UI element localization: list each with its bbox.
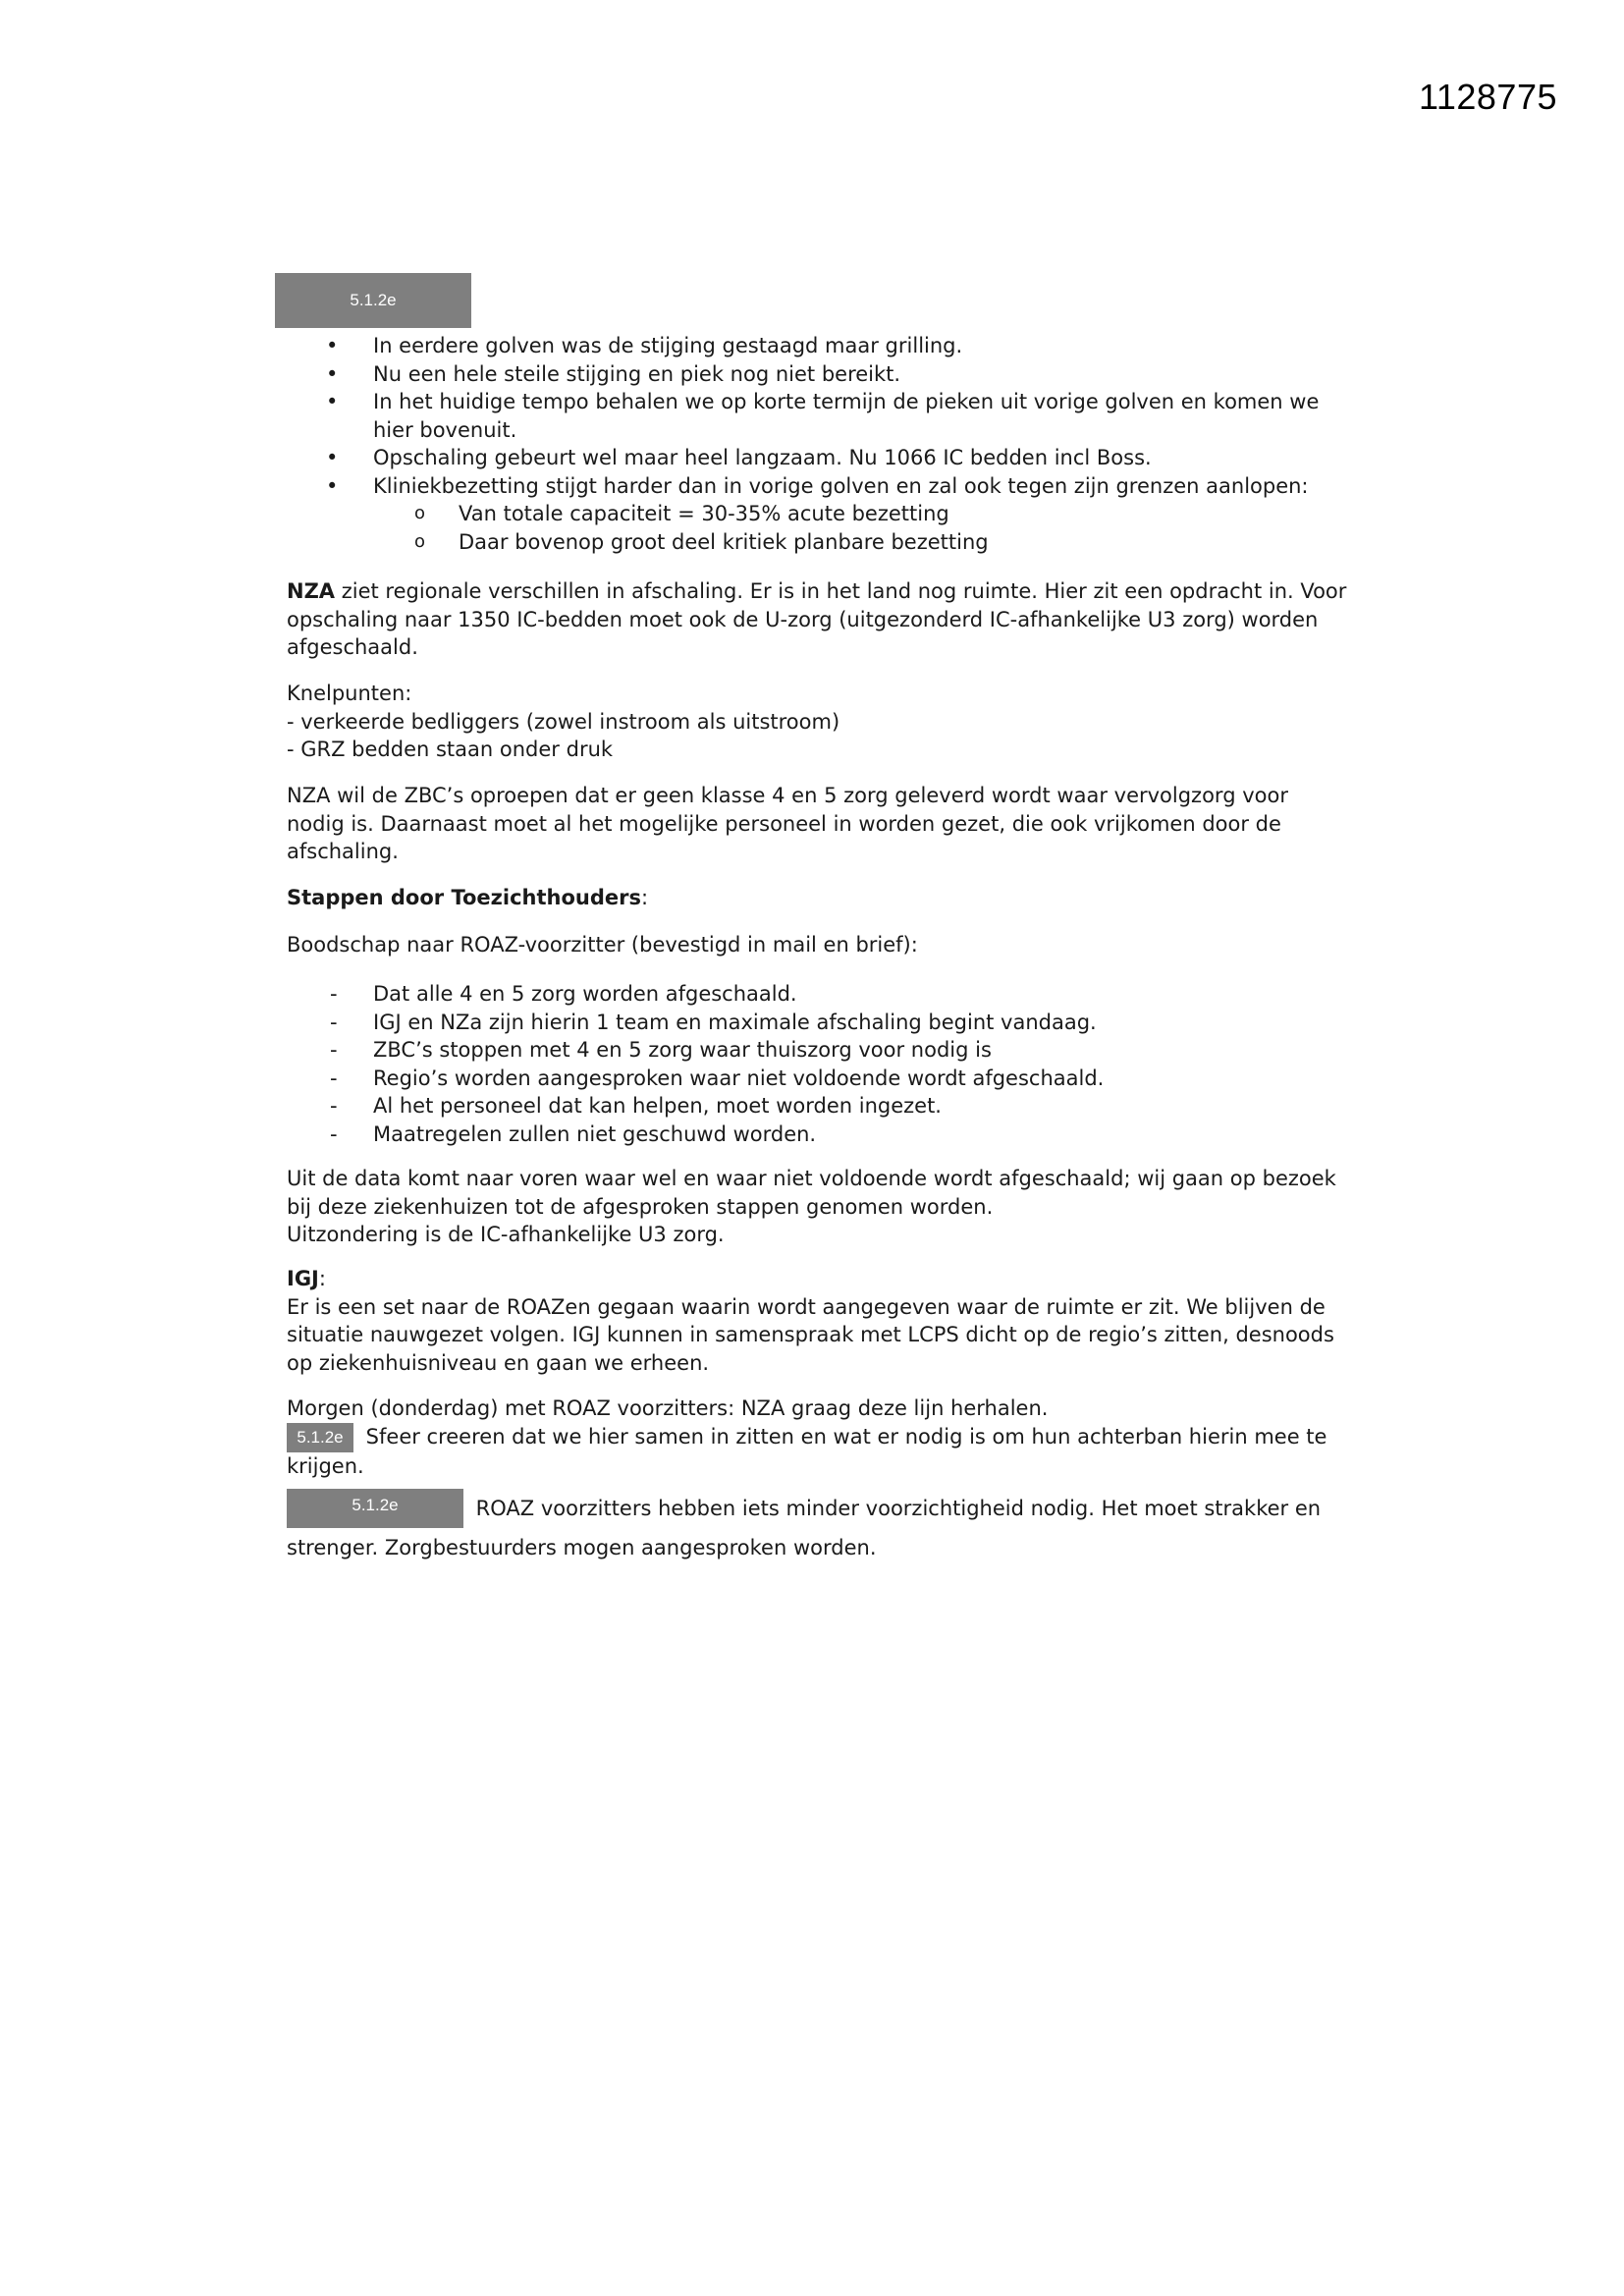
nza-paragraph: NZA ziet regionale verschillen in afschaling. Er is in het land nog ruimte. Hier zit een opdracht in. Voor opschaling naar 1350 IC-bedden moet ook de U-zorg (uitgezonderd IC-afhankelijke U3 zorg) worden afgeschaald. [287,579,1347,659]
stappen-heading: Stappen door Toezichthouders: [287,886,649,909]
dash-bullet-icon: - [330,1094,338,1118]
sub-list-container [287,500,1347,556]
knelpunten-title: Knelpunten: [287,682,412,705]
list-item: - IGJ en NZa zijn hierin 1 team en maximale afschaling begint vandaag. [287,1009,1347,1037]
bullet-icon: • [326,446,339,469]
dash-bullet-icon: - [330,1038,338,1062]
igj-heading: IGJ: [287,1267,326,1290]
bullet-list [287,332,1347,556]
nza-zbc-paragraph: NZA wil de ZBC’s oproepen dat er geen klasse 4 en 5 zorg geleverd wordt waar vervolgzorg voor nodig is. Daarnaast moet al het mogelijke personeel in worden gezet, die ook vrijkomen door de afschaling. [287,784,1288,863]
knelpunt-item: - GRZ bedden staan onder druk [287,738,614,761]
bullet-icon: • [326,361,339,386]
redaction-block: 5.1.2e [275,273,471,328]
bullet-icon: • [326,390,339,413]
document-number: 1128775 [1419,77,1557,117]
knelpunten-section [287,680,1347,764]
list-item: • Kliniekbezetting stijgt harder dan in vorige golven en zal ook tegen zijn grenzen aanlopen: [287,472,1347,501]
dash-bullet-icon: - [330,982,338,1006]
bullet-icon: • [326,473,339,498]
circle-bullet-icon: o [414,530,426,552]
redaction-block: 5.1.2e [287,1489,463,1528]
list-item: - ZBC’s stoppen met 4 en 5 zorg waar thuiszorg voor nodig is [287,1036,1347,1065]
list-item: - Dat alle 4 en 5 zorg worden afgeschaald. [287,980,1347,1009]
redaction-block: 5.1.2e [287,1423,353,1452]
bullet-icon: • [326,334,339,357]
knelpunt-item: - verkeerde bedliggers (zowel instroom als uitstroom) [287,709,840,734]
list-item: - Regio’s worden aangesproken waar niet voldoende wordt afgeschaald. [287,1065,1347,1093]
list-item: • In het huidige tempo behalen we op korte termijn de pieken uit vorige golven en komen we hier bovenuit. [326,390,1320,442]
dash-bullet-icon: - [330,1066,338,1090]
igj-paragraph: Er is een set naar de ROAZen gegaan waarin wordt aangegeven waar de ruimte er zit. We blijven de situatie nauwgezet volgen. IGJ kunnen in samenspraak met LCPS dicht op de regio’s zitten, desnoods op ziekenhuisniveau en gaan we erheen. [287,1294,1334,1375]
sub-list-item: o Van totale capaciteit = 30-35% acute bezetting [287,500,1347,528]
dash-bullet-icon: - [330,1121,338,1146]
list-item: - Maatregelen zullen niet geschuwd worden. [287,1121,1347,1149]
sub-list-item: o Daar bovenop groot deel kritiek planbare bezetting [287,528,1347,557]
list-item: - Al het personeel dat kan helpen, moet worden ingezet. [287,1092,1347,1121]
roaz-paragraph: 5.1.2e ROAZ voorzitters hebben iets minder voorzichtigheid nodig. Het moet strakker en strenger. Zorgbestuurders mogen aangesproken worden. [287,1495,1347,1562]
morgen-paragraph: Morgen (donderdag) met ROAZ voorzitters: NZA graag deze lijn herhalen. 5.1.2e Sfeer creeren dat we hier samen in zitten en wat er nodig is om hun achterban hierin mee te krijgen. [287,1396,1327,1478]
stappen-list [287,980,1347,1148]
data-paragraph: Uit de data komt naar voren waar wel en waar niet voldoende wordt afgeschaald; wij gaan op bezoek bij deze ziekenhuizen tot de afgesproken stappen genomen worden. Uitzondering is de IC-afhankelijke U3 zorg. [287,1167,1336,1246]
list-item: • Opschaling gebeurt wel maar heel langzaam. Nu 1066 IC bedden incl Boss. [287,444,1347,472]
circle-bullet-icon: o [414,503,426,523]
list-item: • In eerdere golven was de stijging gestaagd maar grilling. [287,332,1347,360]
dash-bullet-icon: - [330,1010,338,1034]
stappen-intro: Boodschap naar ROAZ-voorzitter (bevestigd in mail en brief): [287,933,918,957]
list-item: • Nu een hele steile stijging en piek nog niet bereikt. [287,360,1347,389]
igj-section [287,1265,1347,1377]
sub-bullet-list [287,500,1347,556]
morgen-line: Morgen (donderdag) met ROAZ voorzitters: NZA graag deze lijn herhalen. [287,1396,1049,1420]
